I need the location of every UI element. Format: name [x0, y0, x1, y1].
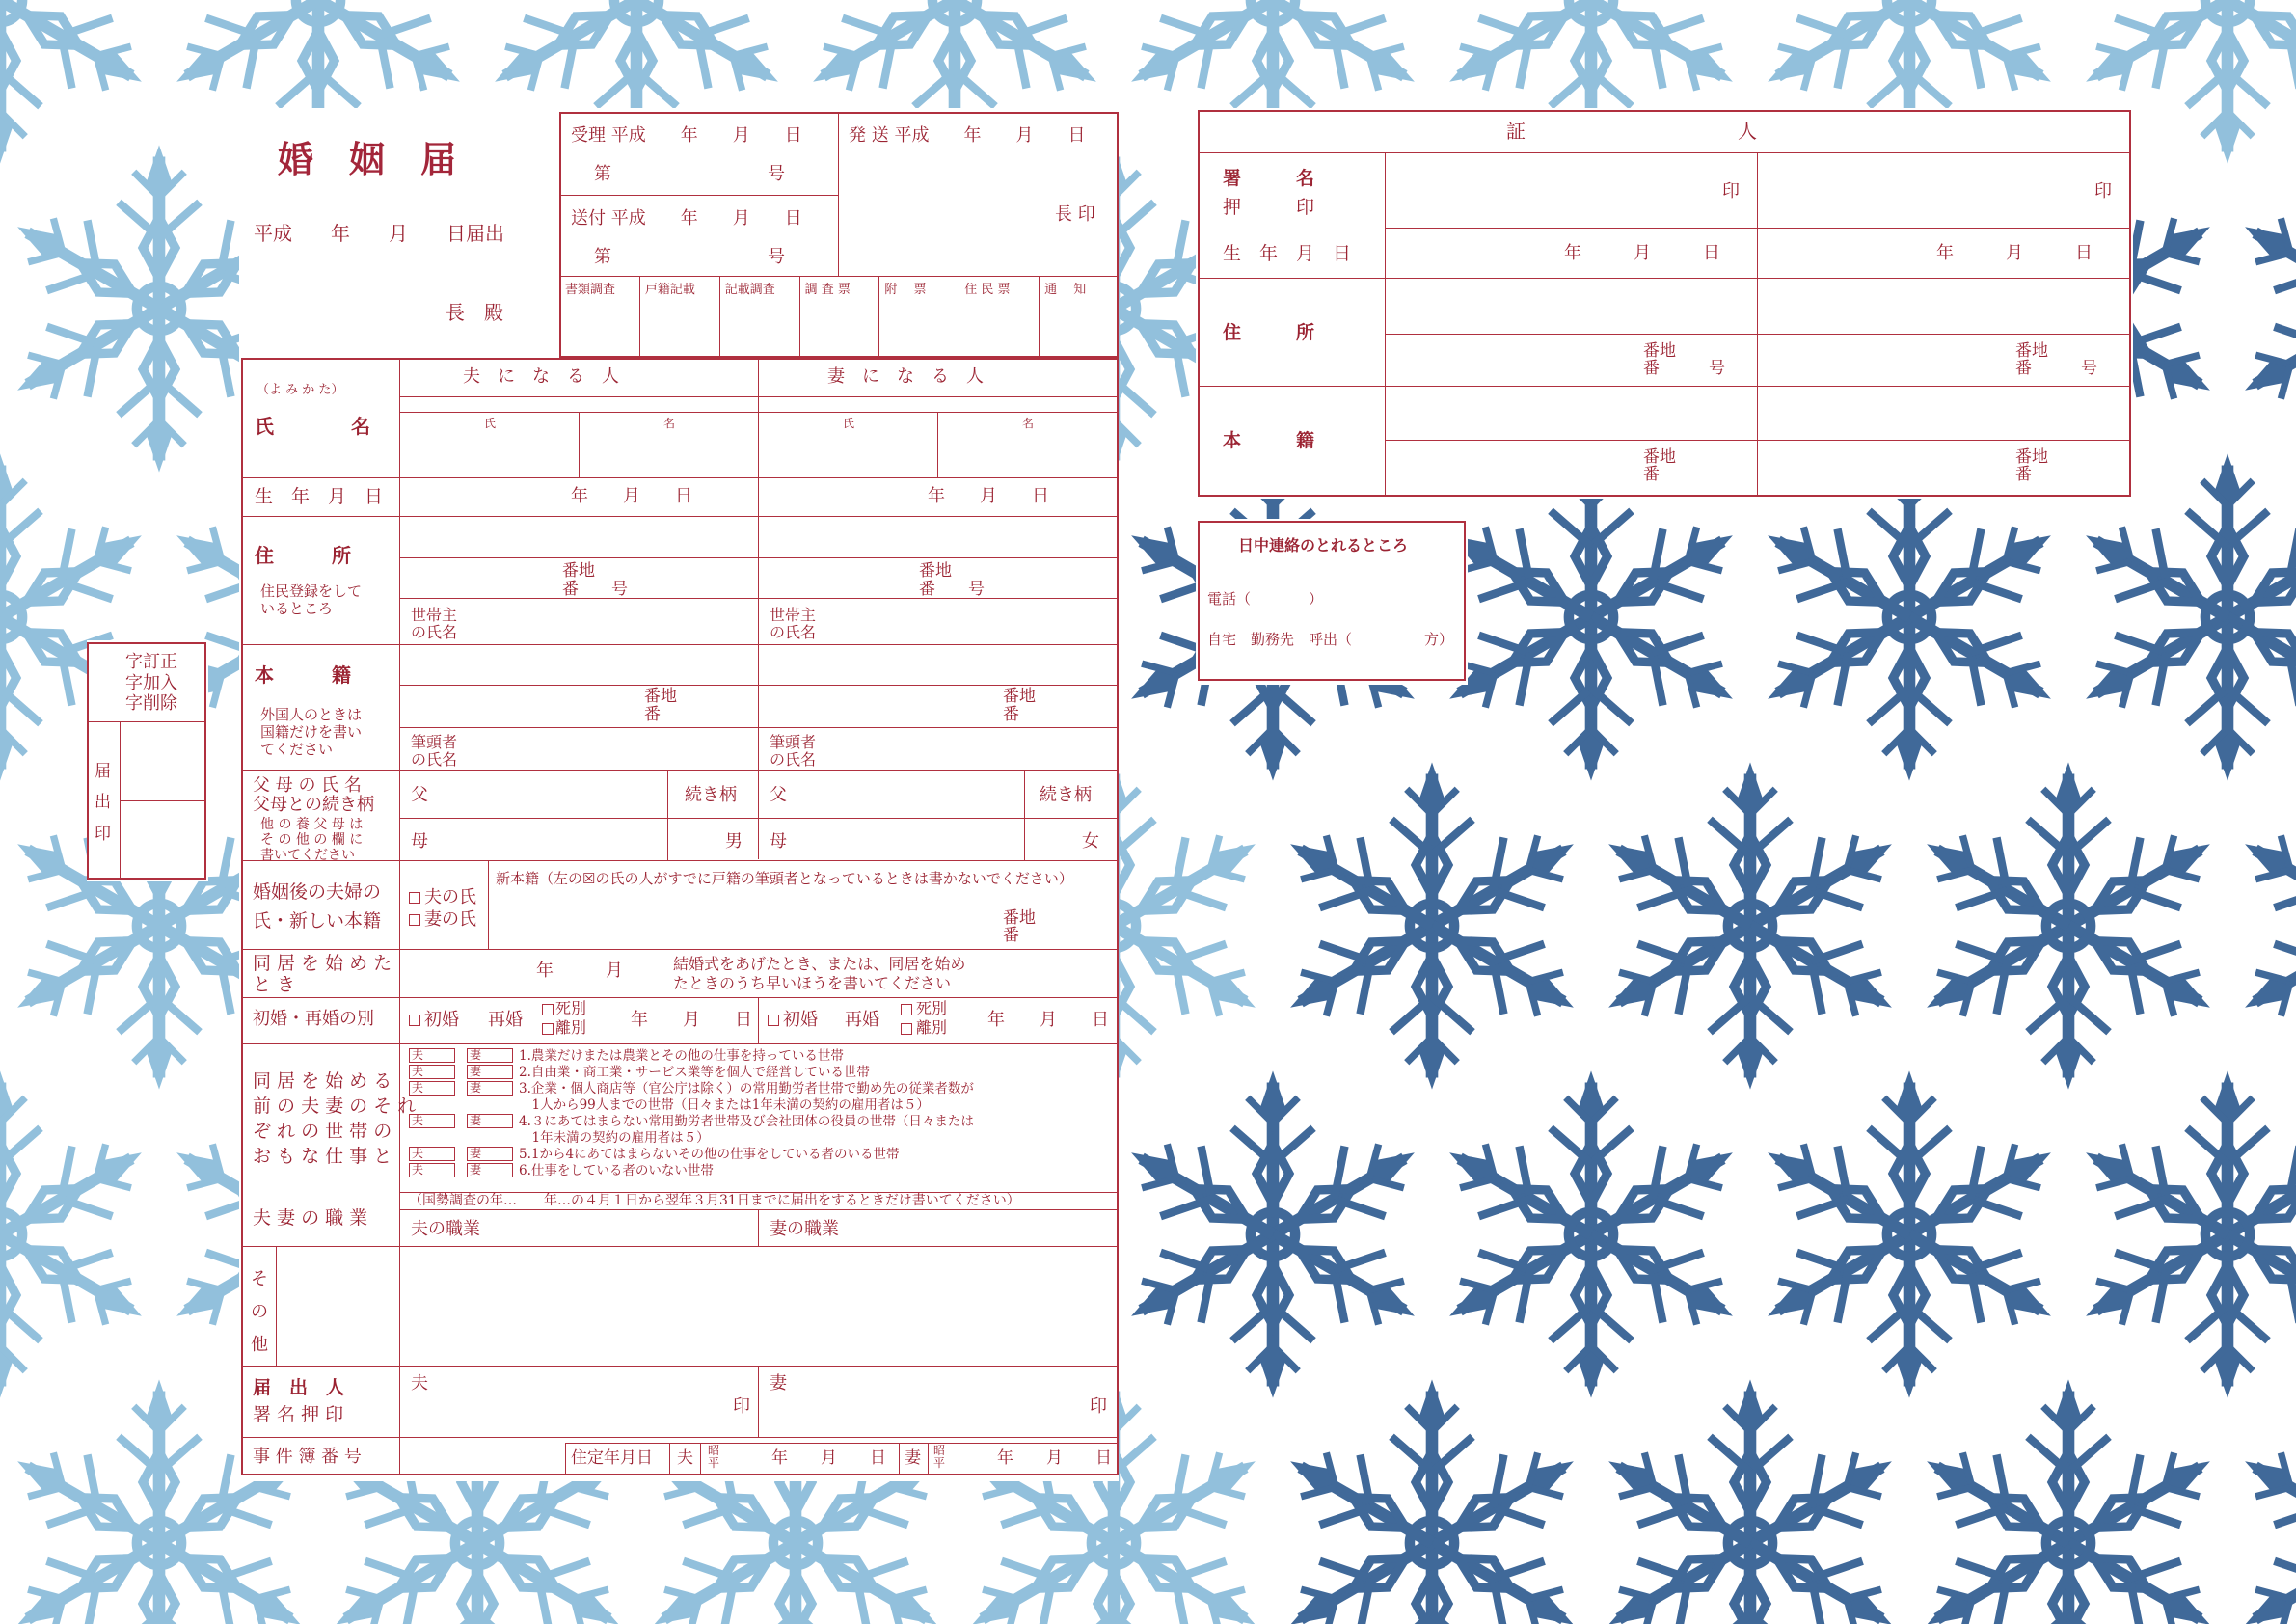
addressee[interactable]: 長 殿: [446, 301, 503, 324]
work-item-text: 4.３にあてはまらない常用勤労者世帯及び会社団体の役員の世帯（日々または: [519, 1114, 974, 1129]
correction-title: 字訂正 字加入 字削除: [125, 652, 177, 715]
work-label-1: 同 居 を 始 め る: [253, 1070, 392, 1092]
first-re-label: 初婚・再婚の別: [253, 1009, 374, 1029]
parents-note-5: 書いてください: [260, 848, 355, 863]
death-checkbox-h[interactable]: [542, 1004, 554, 1015]
form-title: 婚 姻 届: [278, 138, 456, 180]
sent-date: 送付 平成 年 月 日: [571, 208, 802, 229]
column-wife: 妻 に な る 人: [827, 366, 984, 387]
office-check-5: 附 票: [884, 283, 927, 297]
divorce-checkbox-h[interactable]: [542, 1023, 554, 1035]
witness1-honseki-banchi: 番地: [1643, 447, 1676, 467]
householder-h1: 世帯主: [411, 606, 458, 624]
contact-phone[interactable]: 電話（ ）: [1207, 590, 1324, 608]
address-bango-h: 番 号: [562, 580, 628, 599]
work-husband-checkbox[interactable]: 夫: [409, 1081, 455, 1096]
cohabit-ym[interactable]: 年 月: [536, 961, 623, 981]
census-note: （国勢調査の年… 年…の４月１日から翌年３月31日までに届出をするときだけ書いてください）: [409, 1193, 1020, 1208]
job-label: 夫 妻 の 職 業: [253, 1207, 368, 1229]
birth-wife[interactable]: 年 月 日: [928, 486, 1049, 506]
witness-address-label: 住 所: [1223, 322, 1315, 343]
case-number-label: 事 件 簿 番 号: [253, 1447, 362, 1467]
work-husband-checkbox[interactable]: 夫: [409, 1048, 455, 1063]
work-wife-checkbox[interactable]: 妻: [467, 1147, 513, 1161]
residence-date-h[interactable]: 年 月 日: [771, 1448, 886, 1468]
cohabit-note-1: 結婚式をあげたとき、または、同居を始め: [673, 955, 966, 973]
mother-h: 母: [411, 831, 428, 852]
work-item-text: 1人から99人までの世帯（日々または1年未満の契約の雇用者は５）: [519, 1097, 930, 1113]
cohabit-label-2: と き: [253, 974, 296, 995]
relation-h: 続き柄: [685, 785, 737, 805]
witness2-honseki-banchi: 番地: [2015, 447, 2048, 467]
sent-number: 第 号: [594, 247, 785, 267]
father-w: 父: [770, 785, 787, 805]
birth-label: 生 年 月 日: [255, 486, 384, 507]
new-honseki-ban: 番: [1003, 926, 1019, 945]
office-use-box: [559, 112, 1119, 358]
work-item-text: 6.仕事をしている者のいない世帯: [519, 1163, 714, 1178]
received-date: 受理 平成 年 月 日: [571, 125, 802, 146]
householder-w2: の氏名: [770, 623, 817, 641]
female: 女: [1082, 831, 1099, 852]
office-check-1: 書類調査: [565, 283, 616, 297]
work-wife-checkbox[interactable]: 妻: [467, 1114, 513, 1128]
householder-w1: 世帯主: [770, 606, 817, 624]
issued-date: 発 送 平成 年 月 日: [849, 125, 1086, 146]
head-w2: の氏名: [770, 750, 817, 769]
signer-husband[interactable]: 夫: [411, 1373, 428, 1394]
signer-wife[interactable]: 妻: [770, 1373, 787, 1394]
first-marriage-checkbox-h[interactable]: [409, 1015, 420, 1026]
witness-box: [1198, 110, 2131, 497]
filing-date[interactable]: 平成 年 月 日届出: [254, 222, 504, 245]
witness-title: 証 人: [1506, 120, 1757, 143]
mei-husband: 名: [663, 417, 676, 430]
first-h: 初婚: [424, 1010, 459, 1030]
sei-husband: 氏: [484, 417, 497, 430]
wife-job[interactable]: 妻の職業: [770, 1219, 839, 1239]
husband-surname-label: 夫の氏: [424, 887, 476, 907]
witness1-birth[interactable]: 年 月 日: [1564, 243, 1720, 263]
remarry-date-h[interactable]: 年 月 日: [631, 1010, 752, 1030]
residence-date-w[interactable]: 年 月 日: [997, 1448, 1112, 1468]
mother-w: 母: [770, 831, 787, 852]
honseki-note-3: てください: [260, 741, 334, 758]
divorce-checkbox-w[interactable]: [901, 1023, 912, 1035]
work-husband-checkbox[interactable]: 夫: [409, 1163, 455, 1177]
work-husband-checkbox[interactable]: 夫: [409, 1065, 455, 1079]
address-label: 住 所: [255, 544, 351, 567]
first-w: 初婚: [783, 1010, 818, 1030]
head-h1: 筆頭者: [411, 733, 458, 751]
work-item-text: 2.自由業・商工業・サービス業等を個人で経営している世帯: [519, 1065, 870, 1080]
witness-birth-label: 生 年 月 日: [1223, 243, 1352, 264]
new-honseki-label-2: 氏・新しい本籍: [253, 910, 382, 932]
wife-surname-label: 妻の氏: [424, 909, 476, 930]
chief-seal: 長 印: [1055, 204, 1095, 225]
head-h2: の氏名: [411, 750, 458, 769]
work-husband-checkbox[interactable]: 夫: [409, 1147, 455, 1161]
seal-wife: 印: [1090, 1396, 1107, 1417]
parents-label-1: 父 母 の 氏 名: [253, 775, 362, 796]
witness1-bango: 番 号: [1643, 359, 1725, 378]
address-banchi-w: 番地: [919, 561, 952, 581]
parents-note-4: そ の 他 の 欄 に: [260, 832, 364, 848]
husband-surname-checkbox[interactable]: [409, 892, 420, 904]
witness2-bango: 番 号: [2015, 359, 2097, 378]
office-check-4: 調 査 票: [804, 283, 851, 297]
honseki-ban-h: 番: [644, 705, 661, 724]
address-bango-w: 番 号: [919, 580, 985, 599]
office-check-7: 通 知: [1044, 283, 1087, 297]
yomikata-label: （よ み か た）: [257, 383, 344, 397]
mei-wife: 名: [1022, 417, 1035, 430]
witness2-birth[interactable]: 年 月 日: [1936, 243, 2093, 263]
death-checkbox-w[interactable]: [901, 1004, 912, 1015]
correction-seal-label: 届 出 印: [95, 762, 111, 844]
father-h: 父: [411, 785, 428, 805]
signer-label-2: 署 名 押 印: [253, 1404, 344, 1425]
witness2-honseki-ban: 番: [2015, 465, 2032, 484]
honseki-note-2: 国籍だけを書い: [260, 723, 363, 741]
re-w: 再婚: [845, 1010, 879, 1030]
era-h: 昭 平: [708, 1444, 720, 1470]
honseki-note-1: 外国人のときは: [260, 706, 363, 723]
residence-label: 住定年月日: [571, 1448, 653, 1468]
work-label-3: ぞ れ の 世 帯 の: [253, 1121, 392, 1142]
office-check-2: 戸籍記載: [644, 283, 695, 297]
male: 男: [725, 831, 743, 852]
work-label-4: お も な 仕 事 と: [253, 1146, 392, 1167]
parents-label-2: 父母との続き柄: [253, 795, 374, 815]
work-item-text: 5.1から4にあてはまらないその他の仕事をしている者のいる世帯: [519, 1147, 900, 1162]
contact-title: 日中連絡のとれるところ: [1238, 536, 1409, 555]
work-item-text: 3.企業・個人商店等（官公庁は除く）の常用勤労者世帯で勤め先の従業者数が: [519, 1081, 974, 1096]
residence-w: 妻: [905, 1448, 921, 1468]
witness1-seal: 印: [1722, 181, 1740, 202]
work-item-text: 1.農業だけまたは農業とその他の仕事を持っている世帯: [519, 1048, 844, 1064]
husband-job[interactable]: 夫の職業: [411, 1219, 480, 1239]
contact-line[interactable]: 自宅 勤務先 呼出（ 方）: [1207, 631, 1454, 648]
honseki-ban-w: 番: [1003, 705, 1019, 724]
witness-sign-label: 署 名: [1223, 168, 1315, 189]
witness1-banchi: 番地: [1643, 341, 1676, 361]
new-honseki-label-1: 婚姻後の夫婦の: [253, 881, 382, 903]
residence-h: 夫: [677, 1448, 693, 1468]
work-label-2: 前 の 夫 妻 の そ れ: [253, 1096, 417, 1117]
work-husband-checkbox[interactable]: 夫: [409, 1114, 455, 1128]
work-wife-checkbox[interactable]: 妻: [467, 1163, 513, 1177]
work-wife-checkbox[interactable]: 妻: [467, 1081, 513, 1096]
witness2-seal: 印: [2094, 181, 2112, 202]
address-banchi-h: 番地: [562, 561, 595, 581]
address-note-1: 住民登録をして: [260, 582, 363, 600]
divorce-w: 離別: [916, 1018, 948, 1037]
cohabit-label-1: 同 居 を 始 め た: [253, 953, 392, 974]
received-number: 第 号: [594, 164, 785, 184]
death-h: 死別: [555, 999, 587, 1017]
new-honseki-note: 新本籍（左の☒の氏の人がすでに戸籍の筆頭者となっているときは書かないでください）: [496, 870, 1073, 887]
sei-wife: 氏: [843, 417, 855, 430]
parents-note-3: 他 の 養 父 母 は: [260, 817, 364, 832]
cohabit-note-2: たときのうち早いほうを書いてください: [673, 974, 952, 992]
birth-husband[interactable]: 年 月 日: [571, 486, 692, 506]
witness1-honseki-ban: 番: [1643, 465, 1660, 484]
work-wife-checkbox[interactable]: 妻: [467, 1065, 513, 1079]
honseki-banchi-w: 番地: [1003, 687, 1036, 706]
other-label: そ の 他: [251, 1269, 268, 1356]
death-w: 死別: [916, 999, 948, 1017]
witness2-banchi: 番地: [2015, 341, 2048, 361]
office-check-3: 記載調査: [724, 283, 775, 297]
divorce-h: 離別: [555, 1018, 587, 1037]
re-h: 再婚: [488, 1010, 523, 1030]
householder-h2: の氏名: [411, 623, 458, 641]
witness-honseki-label: 本 籍: [1223, 430, 1315, 451]
seal-husband: 印: [733, 1396, 750, 1417]
work-item-text: 1年未満の契約の雇用者は５）: [519, 1130, 710, 1146]
wife-surname-checkbox[interactable]: [409, 914, 420, 926]
address-note-2: いるところ: [260, 600, 334, 617]
work-wife-checkbox[interactable]: 妻: [467, 1048, 513, 1063]
honseki-banchi-h: 番地: [644, 687, 677, 706]
honseki-label: 本 籍: [255, 663, 351, 687]
new-honseki-banchi: 番地: [1003, 908, 1036, 928]
remarry-date-w[interactable]: 年 月 日: [987, 1010, 1109, 1030]
head-w1: 筆頭者: [770, 733, 817, 751]
signer-label-1: 届 出 人: [253, 1377, 345, 1398]
witness-seal-label: 押 印: [1223, 197, 1315, 218]
name-label: 氏 名: [255, 415, 370, 438]
column-husband: 夫 に な る 人: [463, 366, 619, 387]
first-marriage-checkbox-w[interactable]: [768, 1015, 779, 1026]
relation-w: 続き柄: [1040, 785, 1092, 805]
office-check-6: 住 民 票: [964, 283, 1011, 297]
era-w: 昭 平: [933, 1444, 946, 1470]
